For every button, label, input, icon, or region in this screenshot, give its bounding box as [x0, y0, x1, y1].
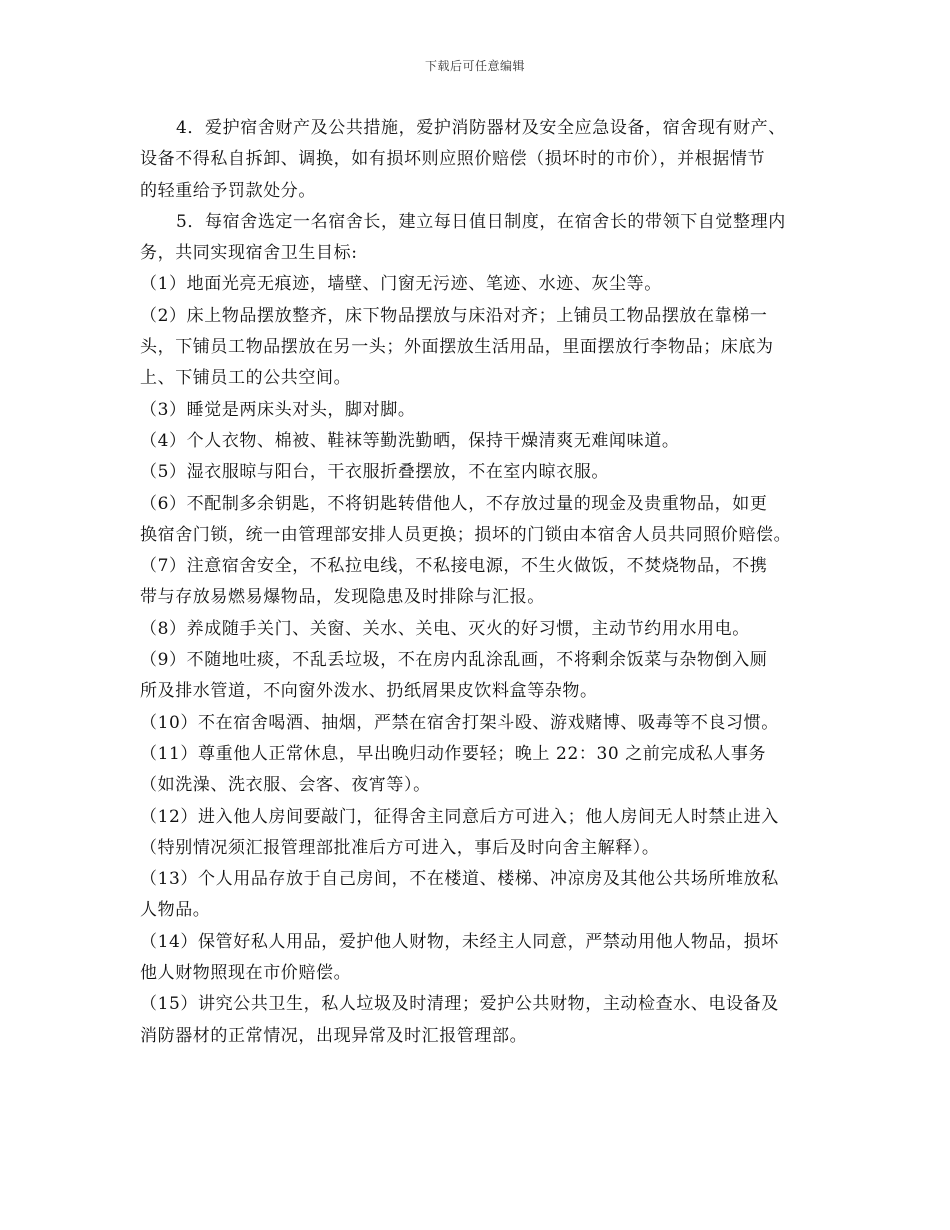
text-line: 人物品。 [140, 900, 211, 921]
text-line: （8）养成随手关门、关窗、关水、关电、灭火的好习惯，主动节约用水用电。 [140, 618, 750, 639]
text-line: （10）不在宿舍喝酒、抽烟，严禁在宿舍打架斗殴、游戏赌博、吸毒等不良习惯。 [140, 712, 779, 733]
text-line: （3）睡觉是两床头对头，脚对脚。 [140, 399, 416, 420]
text-line: （7）注意宿舍安全，不私拉电线，不私接电源，不生火做饭，不焚烧物品，不携 [140, 556, 768, 577]
text-line: （1）地面光亮无痕迹，墙壁、门窗无污迹、笔迹、水迹、灰尘等。 [140, 274, 662, 295]
text-line: （2）床上物品摆放整齐，床下物品摆放与床沿对齐；上铺员工物品摆放在靠梯一 [140, 305, 768, 326]
text-line: （4）个人衣物、棉被、鞋袜等勤洗勤晒，保持干燥清爽无难闻味道。 [140, 430, 680, 451]
text-line: 务，共同实现宿舍卫生目标: [140, 243, 358, 264]
text-line: 5．每宿舍选定一名宿舍长，建立每日值日制度，在宿舍长的带领下自觉整理内 [176, 211, 786, 232]
text-line: 消防器材的正常情况，出现异常及时汇报管理部。 [140, 1025, 528, 1046]
text-line: （13）个人用品存放于自己房间，不在楼道、楼梯、冲凉房及其他公共场所堆放私 [140, 869, 779, 890]
text-line: （15）讲究公共卫生，私人垃圾及时清理；爱护公共财物，主动检查水、电设备及 [140, 994, 779, 1015]
text-line: （6）不配制多余钥匙，不将钥匙转借他人，不存放过量的现金及贵重物品，如更 [140, 493, 768, 514]
text-line: 上、下铺员工的公共空间。 [140, 368, 352, 389]
text-line: 头，下铺员工物品摆放在另一头；外面摆放生活用品，里面摆放行李物品；床底为 [140, 337, 774, 358]
text-line: 他人财物照现在市价赔偿。 [140, 963, 352, 984]
text-line: （如洗澡、洗衣服、会客、夜宵等）。 [140, 775, 431, 796]
text-line: （14）保管好私人用品，爱护他人财物，未经主人同意，严禁动用他人物品，损坏 [140, 931, 779, 952]
text-line: 设备不得私自拆卸、调换，如有损坏则应照价赔偿（损坏时的市价），并根据情节 [140, 149, 766, 170]
text-line: 所及排水管道，不向窗外泼水、扔纸屑果皮饮料盒等杂物。 [140, 681, 598, 702]
text-line: 4．爱护宿舍财产及公共措施，爱护消防器材及安全应急设备，宿舍现有财产、 [176, 118, 786, 138]
text-line: 带与存放易燃易爆物品，发现隐患及时排除与汇报。 [140, 587, 545, 608]
text-line: （12）进入他人房间要敲门，征得舍主同意后方可进入；他人房间无人时禁止进入 [140, 806, 779, 827]
text-line: 换宿舍门锁，统一由管理部安排人员更换；损坏的门锁由本宿舍人员共同照价赔偿。 [140, 524, 792, 545]
text-line: （11）尊重他人正常休息，早出晚归动作要轻；晚上 22：30 之前完成私人事务 [140, 743, 767, 764]
document-body [140, 113, 820, 1052]
text-line: 的轻重给予罚款处分。 [140, 180, 316, 201]
text-line: （5）湿衣服晾与阳台，干衣服折叠摆放，不在室内晾衣服。 [140, 462, 610, 483]
header-note: 下载后可任意编辑 [424, 59, 525, 73]
text-line: （特别情况须汇报管理部批准后方可进入，事后及时向舍主解释）。 [140, 837, 660, 858]
text-line: （9）不随地吐痰，不乱丢垃圾，不在房内乱涂乱画，不将剩余饭菜与杂物倒入厕 [140, 650, 768, 671]
